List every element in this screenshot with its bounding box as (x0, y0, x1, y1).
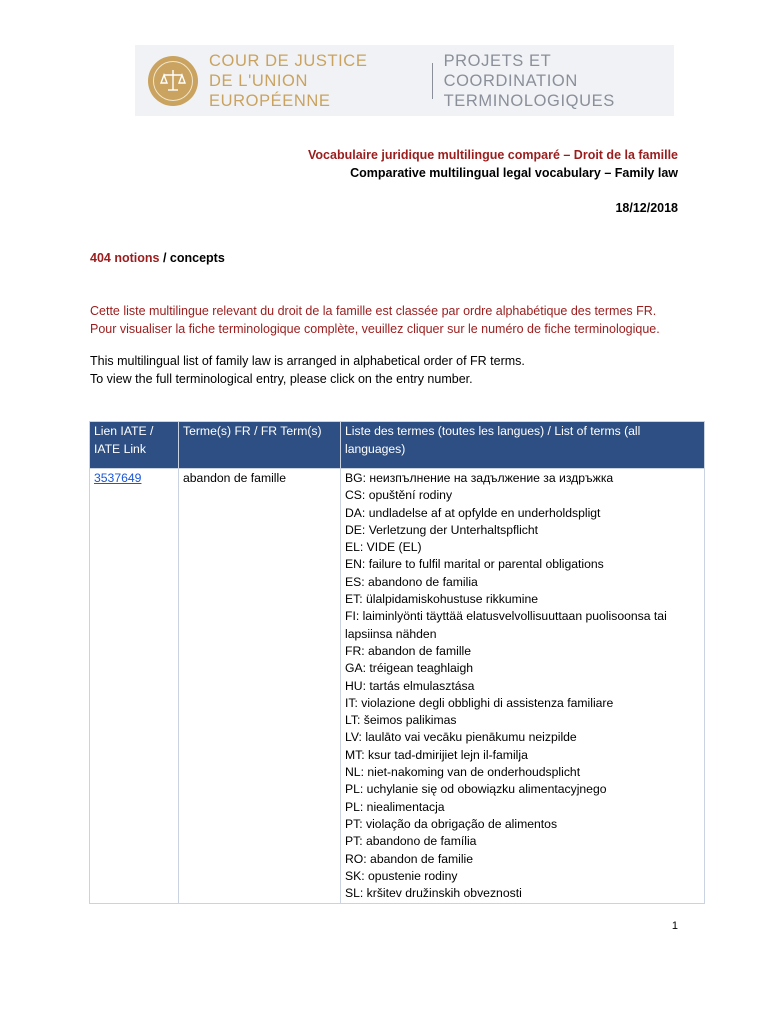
department-line-1: PROJETS ET COORDINATION (443, 51, 578, 90)
page-number: 1 (671, 920, 678, 932)
institution-line-2: DE L'UNION EUROPÉENNE (209, 71, 331, 110)
term-item: RO: abandon de familie (345, 851, 474, 866)
term-item: PL: niealimentacja (345, 799, 445, 814)
document-date: 18/12/2018 (615, 201, 678, 215)
term-item: SL: kršitev družinskih obveznosti (345, 886, 522, 901)
institution-line-1: COUR DE JUSTICE (209, 51, 368, 70)
document-title-fr: Vocabulaire juridique multilingue comparé – Droit de la famille (308, 148, 678, 162)
intro-fr-line-2: Pour visualiser la fiche terminologique complète, veuillez cliquer sur le numéro de fiche terminologique. (90, 321, 660, 336)
term-item: FI: laiminlyönti täyttää elatusvelvollisuuttaan puolisoonsa tai lapsiinsa nähden (345, 609, 667, 641)
concept-count-label: concepts (169, 251, 225, 265)
term-item: GA: tréigean teaghlaigh (345, 661, 474, 676)
term-item: NL: niet-nakoming van de onderhoudsplicht (345, 765, 581, 780)
term-item: SK: opustenie rodiny (345, 868, 458, 883)
term-item: LT: šeimos palikimas (345, 713, 457, 728)
department-name (444, 51, 674, 111)
term-item: BG: неизпълнение на задължение за издръжка (345, 471, 614, 485)
term-item: CS: opuštění rodiny (345, 488, 453, 503)
term-item: HU: tartás elmulasztása (345, 678, 475, 693)
term-item: EN: failure to fulfil marital or parental obligations (345, 557, 604, 572)
institution-name (209, 51, 420, 111)
table-row (90, 469, 705, 904)
iate-link-cell (90, 469, 179, 904)
term-item: ES: abandono de familia (345, 574, 478, 589)
concept-count-separator: / (159, 251, 170, 265)
term-item: LV: laulāto vai vecāku pienākumu neizpilde (345, 730, 577, 745)
term-item: DA: undladelse af at opfylde en underholdspligt (345, 505, 601, 520)
intro-en (90, 353, 525, 388)
header-banner (135, 45, 674, 116)
header-fr-terms: Terme(s) FR / FR Term(s) (179, 422, 341, 469)
banner-divider (432, 63, 433, 99)
term-item: PT: violação da obrigação de alimentos (345, 816, 558, 831)
term-item: PT: abandono de família (345, 834, 477, 849)
header-terms-list: Liste des termes (toutes les langues) / List of terms (all languages) (341, 422, 705, 469)
iate-entry-link[interactable]: 3537649 (94, 471, 142, 485)
concept-count-number: 404 notions (90, 251, 160, 265)
concept-count (90, 251, 225, 265)
intro-en-line-1: This multilingual list of family law is arranged in alphabetical order of FR terms. (90, 354, 525, 368)
court-seal-icon (148, 56, 198, 106)
table-header-row (90, 422, 705, 469)
fr-term-cell: abandon de famille (179, 469, 341, 904)
header-iate-link: Lien IATE / IATE Link (90, 422, 179, 469)
intro-en-line-2: To view the full terminological entry, please click on the entry number. (90, 371, 473, 386)
term-item: DE: Verletzung der Unterhaltspflicht (345, 522, 539, 537)
term-item: MT: ksur tad-dmirijiet lejn il-familja (345, 747, 528, 762)
term-item: IT: violazione degli obblighi di assistenza familiare (345, 695, 614, 710)
department-line-2: TERMINOLOGIQUES (443, 91, 615, 110)
document-title-en: Comparative multilingual legal vocabulary – Family law (350, 166, 678, 180)
intro-fr-line-1: Cette liste multilingue relevant du droit de la famille est classée par ordre alphabétique des termes FR. (90, 304, 657, 318)
term-item: EL: VIDE (EL) (345, 540, 422, 555)
term-item: FR: abandon de famille (345, 643, 472, 658)
intro-fr (90, 303, 660, 338)
term-item: ET: ülalpidamiskohustuse rikkumine (345, 592, 539, 607)
terms-list-cell (341, 469, 705, 904)
terms-table (89, 421, 705, 904)
term-item: PL: uchylanie się od obowiązku alimentacyjnego (345, 782, 607, 797)
